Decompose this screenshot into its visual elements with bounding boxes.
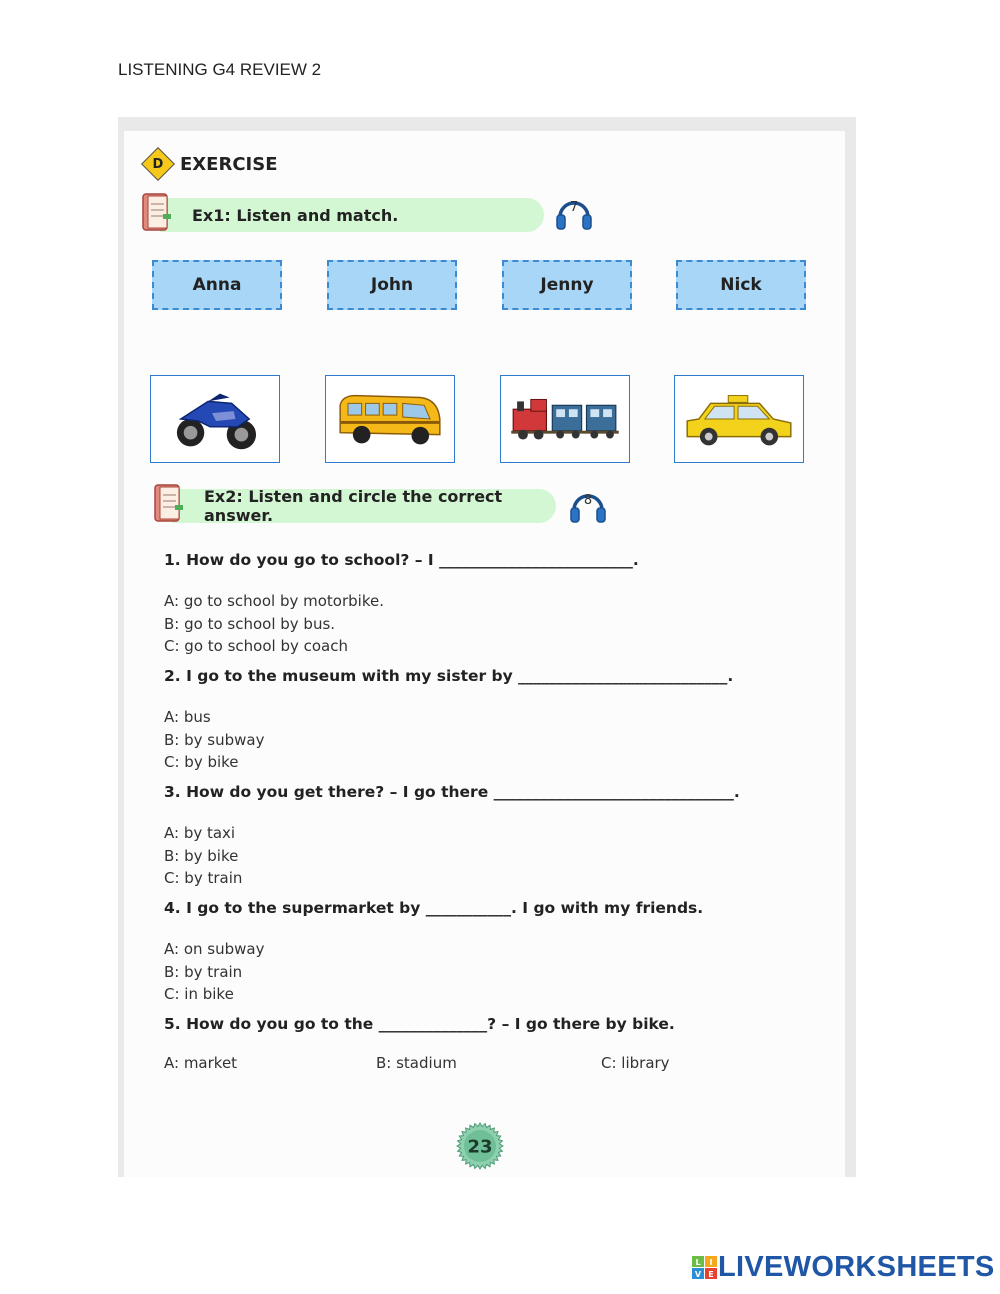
ex2-banner <box>172 489 556 523</box>
brand-name: LIVEWORKSHEETS <box>718 1251 995 1283</box>
option-5c[interactable]: C: library <box>601 1054 670 1072</box>
notebook-icon <box>140 192 172 234</box>
question-2: 2. I go to the museum with my sister by ___________________________. <box>164 667 734 685</box>
option-3a[interactable]: A: by taxi <box>164 824 236 842</box>
ex1-banner <box>160 198 544 232</box>
liveworksheets-logo[interactable] <box>692 1251 995 1284</box>
option-4a[interactable]: A: on subway <box>164 940 265 958</box>
ex2-track-number: 8 <box>583 493 593 508</box>
picture-box-taxi[interactable] <box>674 375 804 463</box>
ex1-title: Ex1: Listen and match. <box>192 205 399 225</box>
name-box-anna[interactable]: Anna <box>152 260 282 310</box>
svg-text:L: L <box>695 1257 701 1267</box>
option-5b[interactable]: B: stadium <box>376 1054 457 1072</box>
motorbike-icon <box>151 376 279 462</box>
option-3b[interactable]: B: by bike <box>164 846 239 865</box>
svg-text:E: E <box>708 1269 714 1279</box>
option-1a[interactable]: A: go to school by motorbike. <box>164 592 384 610</box>
option-2a[interactable]: A: bus <box>164 708 211 726</box>
question-4-options <box>164 938 264 1006</box>
option-1b[interactable]: B: go to school by bus. <box>164 614 336 633</box>
name-box-john[interactable]: John <box>327 260 457 310</box>
option-4b[interactable]: B: by train <box>164 962 243 981</box>
question-4: 4. I go to the supermarket by ___________. I go with my friends. <box>164 899 704 917</box>
section-letter: D <box>152 156 164 172</box>
question-3-options <box>164 822 242 890</box>
picture-box-train[interactable] <box>500 375 630 463</box>
option-1c[interactable]: C: go to school by coach <box>164 637 348 655</box>
picture-box-bus[interactable] <box>325 375 455 463</box>
question-1: 1. How do you go to school? – I _________________________. <box>164 551 639 569</box>
page-number-badge <box>456 1122 504 1170</box>
section-header <box>146 152 278 176</box>
brand-blocks-icon <box>692 1256 718 1280</box>
question-3: 3. How do you get there? – I go there _______________________________. <box>164 783 740 801</box>
name-box-jenny[interactable]: Jenny <box>502 260 632 310</box>
option-3c[interactable]: C: by train <box>164 869 243 887</box>
option-4c[interactable]: C: in bike <box>164 985 234 1003</box>
svg-text:V: V <box>694 1269 702 1279</box>
question-2-options <box>164 706 264 774</box>
name-box-nick[interactable]: Nick <box>676 260 806 310</box>
page-number: 23 <box>467 1136 493 1158</box>
section-label: EXERCISE <box>180 153 278 175</box>
question-5: 5. How do you go to the ______________? – I go there by bike. <box>164 1015 675 1033</box>
notebook-icon <box>152 483 184 525</box>
svg-text:I: I <box>709 1257 713 1267</box>
taxi-icon <box>675 376 803 462</box>
headphones-icon[interactable] <box>567 484 609 526</box>
option-5a[interactable]: A: market <box>164 1054 238 1072</box>
bus-icon <box>326 376 454 462</box>
train-icon <box>501 376 629 462</box>
question-1-options <box>164 590 384 658</box>
document-title: LISTENING G4 REVIEW 2 <box>118 60 322 79</box>
picture-box-motorbike[interactable] <box>150 375 280 463</box>
ex1-track-number: 7 <box>569 200 579 215</box>
option-2c[interactable]: C: by bike <box>164 753 239 771</box>
ex2-title: Ex2: Listen and circle the correct answer. <box>204 487 503 525</box>
headphones-icon[interactable] <box>553 191 595 233</box>
option-2b[interactable]: B: by subway <box>164 730 265 749</box>
section-diamond-icon <box>141 147 175 181</box>
